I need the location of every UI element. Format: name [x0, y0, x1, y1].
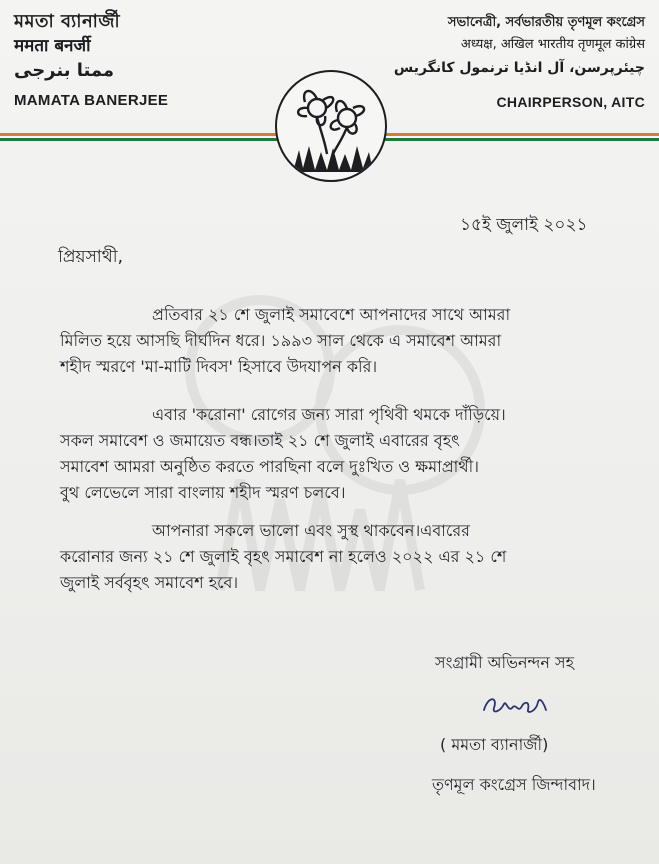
letter-date: ১৫ই জুলাই ২০২১: [460, 215, 588, 235]
closing-slogan: তৃণমূল কংগ্রেস জিন্দাবাদ।: [432, 775, 596, 794]
letter-closing: সংগ্রামী অভিনন্দন সহ: [435, 653, 574, 672]
title-bengali: সভানেত্রী, সর্বভারতীয় তৃণমূল কংগ্রেস: [447, 15, 645, 30]
name-hindi: ममता बनर्जी: [14, 36, 91, 56]
letter-paragraph-3: [60, 518, 630, 596]
title-hindi: अध्यक्ष, अखिल भारतीय तृणमूल कांग्रेस: [460, 37, 645, 52]
paragraph-line: এবার 'করোনা' রোগের জন্য সারা পৃথিবী থমকে দাঁড়িয়ে।: [152, 405, 506, 424]
letter-greeting: প্রিয়সাথী,: [58, 247, 124, 267]
letter-paragraph-1: [60, 302, 620, 380]
title-english: CHAIRPERSON, AITC: [496, 94, 645, 110]
sender-title-block: [394, 12, 645, 110]
paragraph-line: সমাবেশ আমরা অনুষ্ঠিত করতে পারছিনা বলে দুঃখিত ও ক্ষমাপ্রার্থী।: [60, 457, 479, 476]
paragraph-line: সকল সমাবেশ ও জমায়েত বন্ধ।তাই ২১ শে জুলাই এবারের বৃহৎ: [60, 431, 460, 450]
name-urdu: ممتا بنرجی: [14, 60, 115, 81]
handwritten-signature: [480, 690, 550, 720]
sender-name-block: [14, 10, 168, 109]
tmc-logo-icon: [275, 70, 387, 182]
letter-paragraph-2: [60, 402, 630, 506]
signatory-name: ( মমতা ব্যানার্জী): [440, 735, 549, 754]
name-english: MAMATA BANERJEE: [14, 92, 169, 109]
paragraph-line: জুলাই সর্ববৃহৎ সমাবেশ হবে।: [60, 573, 239, 592]
paragraph-line: মিলিত হয়ে আসছি দীর্ঘদিন ধরে। ১৯৯৩ সাল থেকে এ সমাবেশ আমরা: [60, 331, 502, 350]
title-urdu: چیئرپرسن، آل انڈیا ترنمول کانگریس: [393, 60, 645, 76]
name-bengali: মমতা ব্যানার্জী: [14, 11, 121, 32]
paragraph-line: বুথ লেভেলে সারা বাংলায় শহীদ স্মরণ চলবে।: [60, 483, 346, 502]
paragraph-line: প্রতিবার ২১ শে জুলাই সমাবেশে আপনাদের সাথে আমরা: [152, 305, 511, 324]
paragraph-line: শহীদ স্মরণে 'মা-মাটি দিবস' হিসাবে উদযাপন করি।: [60, 357, 378, 376]
paragraph-line: করোনার জন্য ২১ শে জুলাই বৃহৎ সমাবেশ না হলেও ২০২২ এর ২১ শে: [60, 547, 507, 566]
paragraph-line: আপনারা সকলে ভালো এবং সুস্থ থাকবেন।এবারের: [152, 521, 470, 540]
